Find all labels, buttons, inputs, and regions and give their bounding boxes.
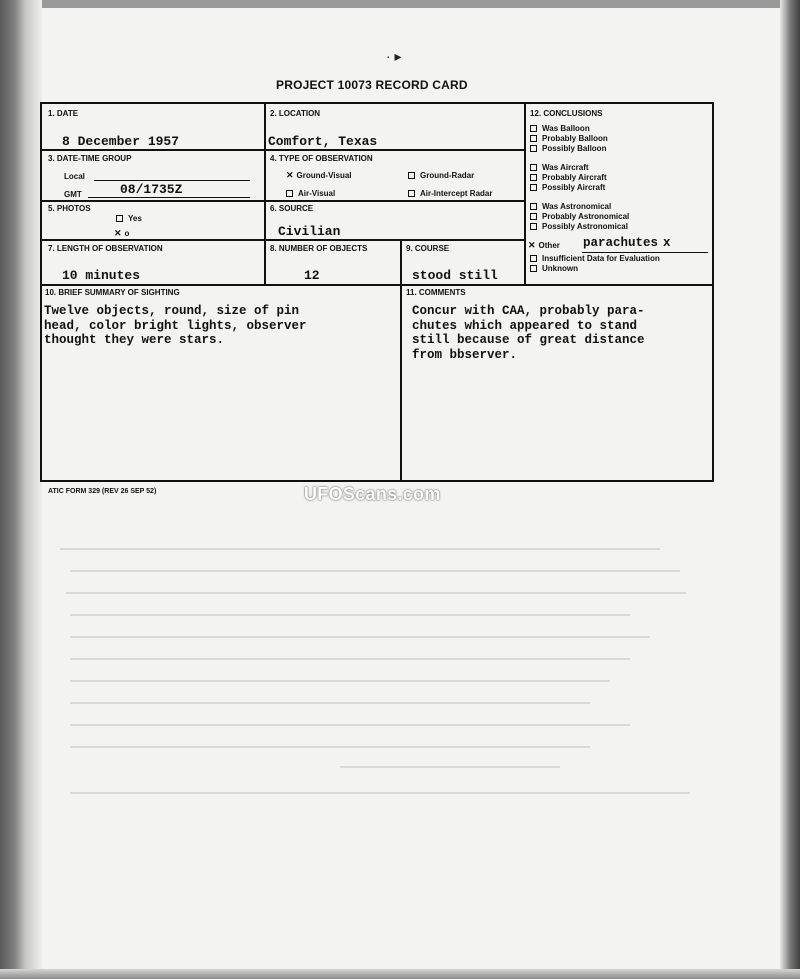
conclusion-insufficient-data: Insufficient Data for Evaluation: [530, 254, 660, 263]
checkbox-icon: [530, 125, 537, 132]
observation-air-intercept-radar: Air-Intercept Radar: [408, 189, 492, 198]
dtg-local-label: Local: [64, 172, 85, 181]
conclusion-other-mark: x: [663, 236, 671, 250]
dtg-gmt-value: 08/1735Z: [120, 182, 183, 197]
conclusions-label: 12. CONCLUSIONS: [530, 109, 603, 118]
checkbox-icon: [530, 265, 537, 272]
checkbox-icon: [530, 135, 537, 142]
record-card: [40, 102, 714, 482]
location-value: Comfort, Texas: [268, 134, 378, 149]
source-label: 6. SOURCE: [270, 204, 314, 213]
card-title: PROJECT 10073 RECORD CARD: [276, 78, 468, 92]
conclusion-was-aircraft: Was Aircraft: [530, 163, 589, 172]
observation-ground-visual: ✕ Ground-Visual: [286, 170, 352, 180]
date-value: 8 December 1957: [62, 134, 180, 149]
location-label: 2. LOCATION: [270, 109, 321, 118]
conclusion-possibly-astronomical: Possibly Astronomical: [530, 222, 628, 231]
conclusion-probably-astronomical: Probably Astronomical: [530, 212, 629, 221]
checked-x-icon: ✕: [114, 228, 122, 238]
observation-air-visual: Air-Visual: [286, 189, 335, 198]
conclusion-possibly-aircraft: Possibly Aircraft: [530, 183, 605, 192]
checkbox-icon: [408, 172, 415, 179]
conclusion-possibly-balloon: Possibly Balloon: [530, 144, 606, 153]
checkbox-icon: [116, 215, 123, 222]
checkbox-icon: [408, 190, 415, 197]
conclusion-other-value: parachutes: [583, 236, 659, 250]
observation-type-label: 4. TYPE OF OBSERVATION: [270, 154, 373, 163]
checkbox-icon: [530, 203, 537, 210]
conclusion-unknown: Unknown: [530, 264, 578, 273]
checkbox-icon: [530, 223, 537, 230]
checkbox-icon: [530, 164, 537, 171]
summary-label: 10. BRIEF SUMMARY OF SIGHTING: [45, 288, 180, 297]
comments-text: Concur with CAA, probably para- chutes which appeared to stand still because of great distance from bbserver.: [412, 304, 645, 362]
summary-text: Twelve objects, round, size of pin head, color bright lights, observer thought they were stars.: [44, 304, 307, 347]
checkbox-icon: [530, 184, 537, 191]
photos-label: 5. PHOTOS: [48, 204, 91, 213]
checkbox-icon: [286, 190, 293, 197]
course-value: stood still: [412, 268, 498, 283]
objects-value: 12: [304, 268, 320, 283]
observation-ground-radar: Ground-Radar: [408, 171, 474, 180]
comments-label: 11. COMMENTS: [406, 288, 466, 297]
objects-label: 8. NUMBER OF OBJECTS: [270, 244, 368, 253]
checked-x-icon: ✕: [528, 240, 536, 250]
punch-mark: · ▸: [386, 48, 402, 64]
conclusion-was-balloon: Was Balloon: [530, 124, 590, 133]
conclusion-was-astronomical: Was Astronomical: [530, 202, 611, 211]
watermark: UFOScans.com: [304, 484, 441, 504]
checked-x-icon: ✕: [286, 170, 294, 180]
source-value: Civilian: [278, 224, 341, 239]
checkbox-icon: [530, 213, 537, 220]
conclusion-probably-balloon: Probably Balloon: [530, 134, 608, 143]
photos-yes: Yes: [116, 214, 142, 223]
dtg-gmt-label: GMT: [64, 190, 82, 199]
length-label: 7. LENGTH OF OBSERVATION: [48, 244, 163, 253]
length-value: 10 minutes: [62, 268, 141, 283]
checkbox-icon: [530, 255, 537, 262]
dtg-label: 3. DATE-TIME GROUP: [48, 154, 132, 163]
checkbox-icon: [530, 145, 537, 152]
checkbox-icon: [530, 174, 537, 181]
conclusion-other: ✕ Other: [528, 240, 560, 250]
date-label: 1. DATE: [48, 109, 79, 118]
form-id: ATIC FORM 329 (REV 26 SEP 52): [48, 488, 157, 495]
photos-no: ✕ o: [114, 228, 130, 238]
conclusion-probably-aircraft: Probably Aircraft: [530, 173, 607, 182]
course-label: 9. COURSE: [406, 244, 450, 253]
